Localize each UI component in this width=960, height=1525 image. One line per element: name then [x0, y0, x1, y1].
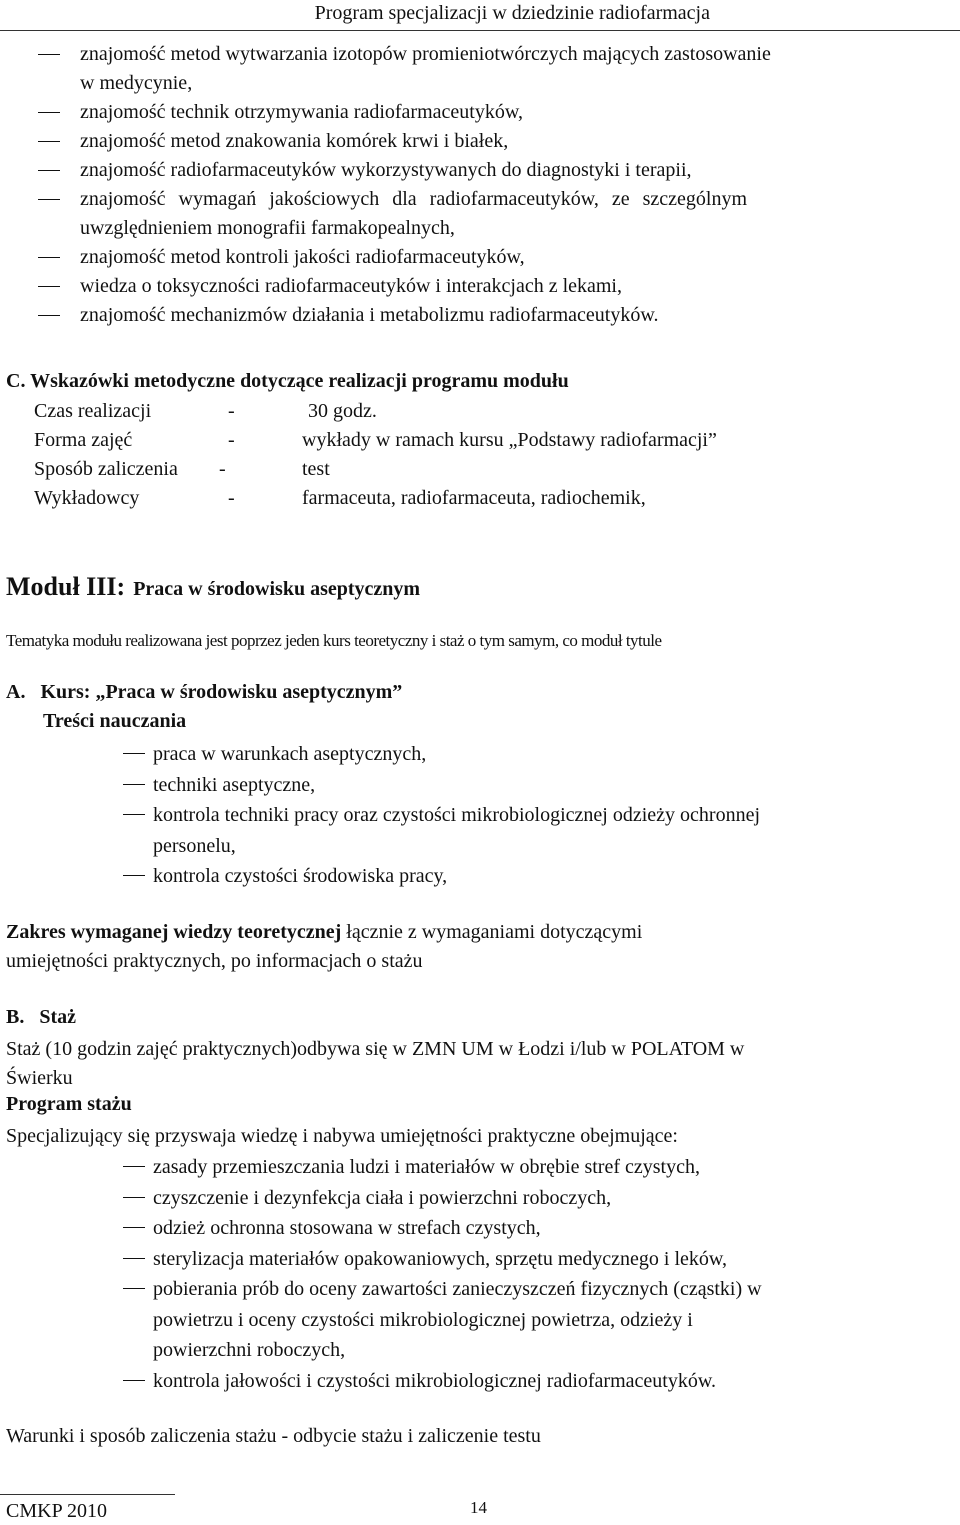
dash-bullet	[38, 112, 60, 113]
row-label: Sposób zaliczenia	[34, 458, 178, 480]
dash-bullet	[123, 1288, 145, 1289]
dash-bullet	[38, 286, 60, 287]
row-separator: -	[228, 429, 235, 451]
dash-bullet	[38, 257, 60, 258]
course-content-list	[153, 739, 760, 892]
dash-bullet	[38, 54, 60, 55]
section-b-title: B. Staż	[6, 1006, 77, 1028]
section-a-title: A. Kurs: „Praca w środowisku aseptycznym”	[6, 681, 403, 703]
row-value: wykłady w ramach kursu „Podstawy radiofarmacji”	[302, 429, 717, 451]
scope-rest: łącznie z wymaganiami dotyczącymi	[341, 921, 643, 943]
knowledge-list	[80, 40, 771, 330]
dash-bullet	[123, 814, 145, 815]
module-title: Moduł III:	[6, 572, 126, 601]
row-label: Forma zajęć	[34, 429, 133, 451]
list-item: zasady przemieszczania ludzi i materiałów w obrębie stref czystych,	[153, 1152, 762, 1183]
module-heading	[6, 572, 420, 602]
list-item: uwzględnieniem monografii farmakopealnych,	[80, 217, 455, 239]
row-separator: -	[228, 400, 235, 422]
row-value: 30 godz.	[308, 400, 377, 422]
dash-bullet	[38, 170, 60, 171]
dash-bullet	[123, 1227, 145, 1228]
list-item: znajomość technik otrzymywania radiofarmaceutyków,	[80, 98, 771, 127]
dash-bullet	[38, 141, 60, 142]
dash-bullet	[38, 199, 60, 200]
row-separator: -	[219, 458, 226, 480]
list-item: pobierania prób do oceny zawartości zanieczyszczeń fizycznych (cząstki) w	[153, 1274, 762, 1305]
list-item: personelu,	[153, 834, 236, 857]
list-item: znajomość metod znakowania komórek krwi i białek,	[80, 127, 771, 156]
dash-bullet	[123, 1258, 145, 1259]
header-rule	[0, 30, 960, 31]
row-label: Czas realizacji	[34, 400, 152, 422]
row-label: Wykładowcy	[34, 487, 140, 509]
list-item: kontrola jałowości i czystości mikrobiologicznej radiofarmaceutyków.	[153, 1366, 762, 1397]
content-title: Treści nauczania	[43, 710, 187, 732]
page-number: 14	[470, 1498, 487, 1517]
list-item: znajomość wymagań jakościowych dla radiofarmaceutyków, ze szczególnym	[80, 185, 771, 214]
conditions-text: Warunki i sposób zaliczenia stażu - odbycie stażu i zaliczenie testu	[6, 1425, 541, 1447]
dash-bullet	[123, 1166, 145, 1167]
section-c-title: C. Wskazówki metodyczne dotyczące realizacji programu modułu	[6, 370, 569, 392]
info-row	[34, 400, 151, 423]
row-value: farmaceuta, radiofarmaceuta, radiochemik,	[302, 487, 646, 509]
list-item: w medycynie,	[80, 72, 193, 94]
module-subtitle: Praca w środowisku aseptycznym	[133, 578, 421, 600]
dash-bullet	[123, 784, 145, 785]
dash-bullet	[123, 1197, 145, 1198]
list-item: powierzchni roboczych,	[153, 1339, 346, 1361]
row-value: test	[302, 458, 330, 480]
list-item: znajomość metod wytwarzania izotopów promieniotwórczych mających zastosowanie	[80, 40, 771, 69]
module-intro: Tematyka modułu realizowana jest poprzez jeden kurs teoretyczny i staż o tym samym, co moduł tytule	[6, 631, 662, 650]
list-item: sterylizacja materiałów opakowaniowych, sprzętu medycznego i leków,	[153, 1244, 762, 1275]
dash-bullet	[123, 1380, 145, 1381]
internship-text: Staż (10 godzin zajęć praktycznych)odbywa się w ZMN UM w Łodzi i/lub w POLATOM w	[6, 1038, 745, 1060]
scope-line-2: umiejętności praktycznych, po informacjach o stażu	[6, 950, 423, 972]
list-item: powietrzu i oceny czystości mikrobiologicznej powietrza, odzieży i	[153, 1308, 693, 1331]
program-intro: Specjalizujący się przyswaja wiedzę i nabywa umiejętności praktyczne obejmujące:	[6, 1125, 678, 1147]
footer-org: CMKP 2010	[6, 1500, 107, 1522]
list-item: znajomość radiofarmaceutyków wykorzystywanych do diagnostyki i terapii,	[80, 156, 771, 185]
list-item: praca w warunkach aseptycznych,	[153, 739, 760, 770]
row-separator: -	[228, 487, 235, 509]
internship-program-list	[153, 1152, 762, 1396]
list-item: znajomość mechanizmów działania i metabolizmu radiofarmaceutyków.	[80, 301, 771, 330]
dash-bullet	[38, 315, 60, 316]
dash-bullet	[123, 753, 145, 754]
list-item: czyszczenie i dezynfekcja ciała i powierzchni roboczych,	[153, 1183, 762, 1214]
list-item: wiedza o toksyczności radiofarmaceutyków i interakcjach z lekami,	[80, 272, 771, 301]
running-header: Program specjalizacji w dziedzinie radiofarmacja	[314, 2, 710, 24]
list-item: techniki aseptyczne,	[153, 770, 760, 801]
internship-text-2: Świerku	[6, 1067, 73, 1089]
program-title: Program stażu	[6, 1093, 132, 1115]
list-item: kontrola czystości środowiska pracy,	[153, 861, 760, 892]
dash-bullet	[123, 875, 145, 876]
scope-bold: Zakres wymaganej wiedzy teoretycznej	[6, 921, 342, 943]
footer-rule	[0, 1494, 175, 1495]
scope-line	[6, 918, 642, 947]
list-item: kontrola techniki pracy oraz czystości mikrobiologicznej odzieży ochronnej	[153, 800, 760, 831]
list-item: znajomość metod kontroli jakości radiofarmaceutyków,	[80, 243, 771, 272]
list-item: odzież ochronna stosowana w strefach czystych,	[153, 1213, 762, 1244]
